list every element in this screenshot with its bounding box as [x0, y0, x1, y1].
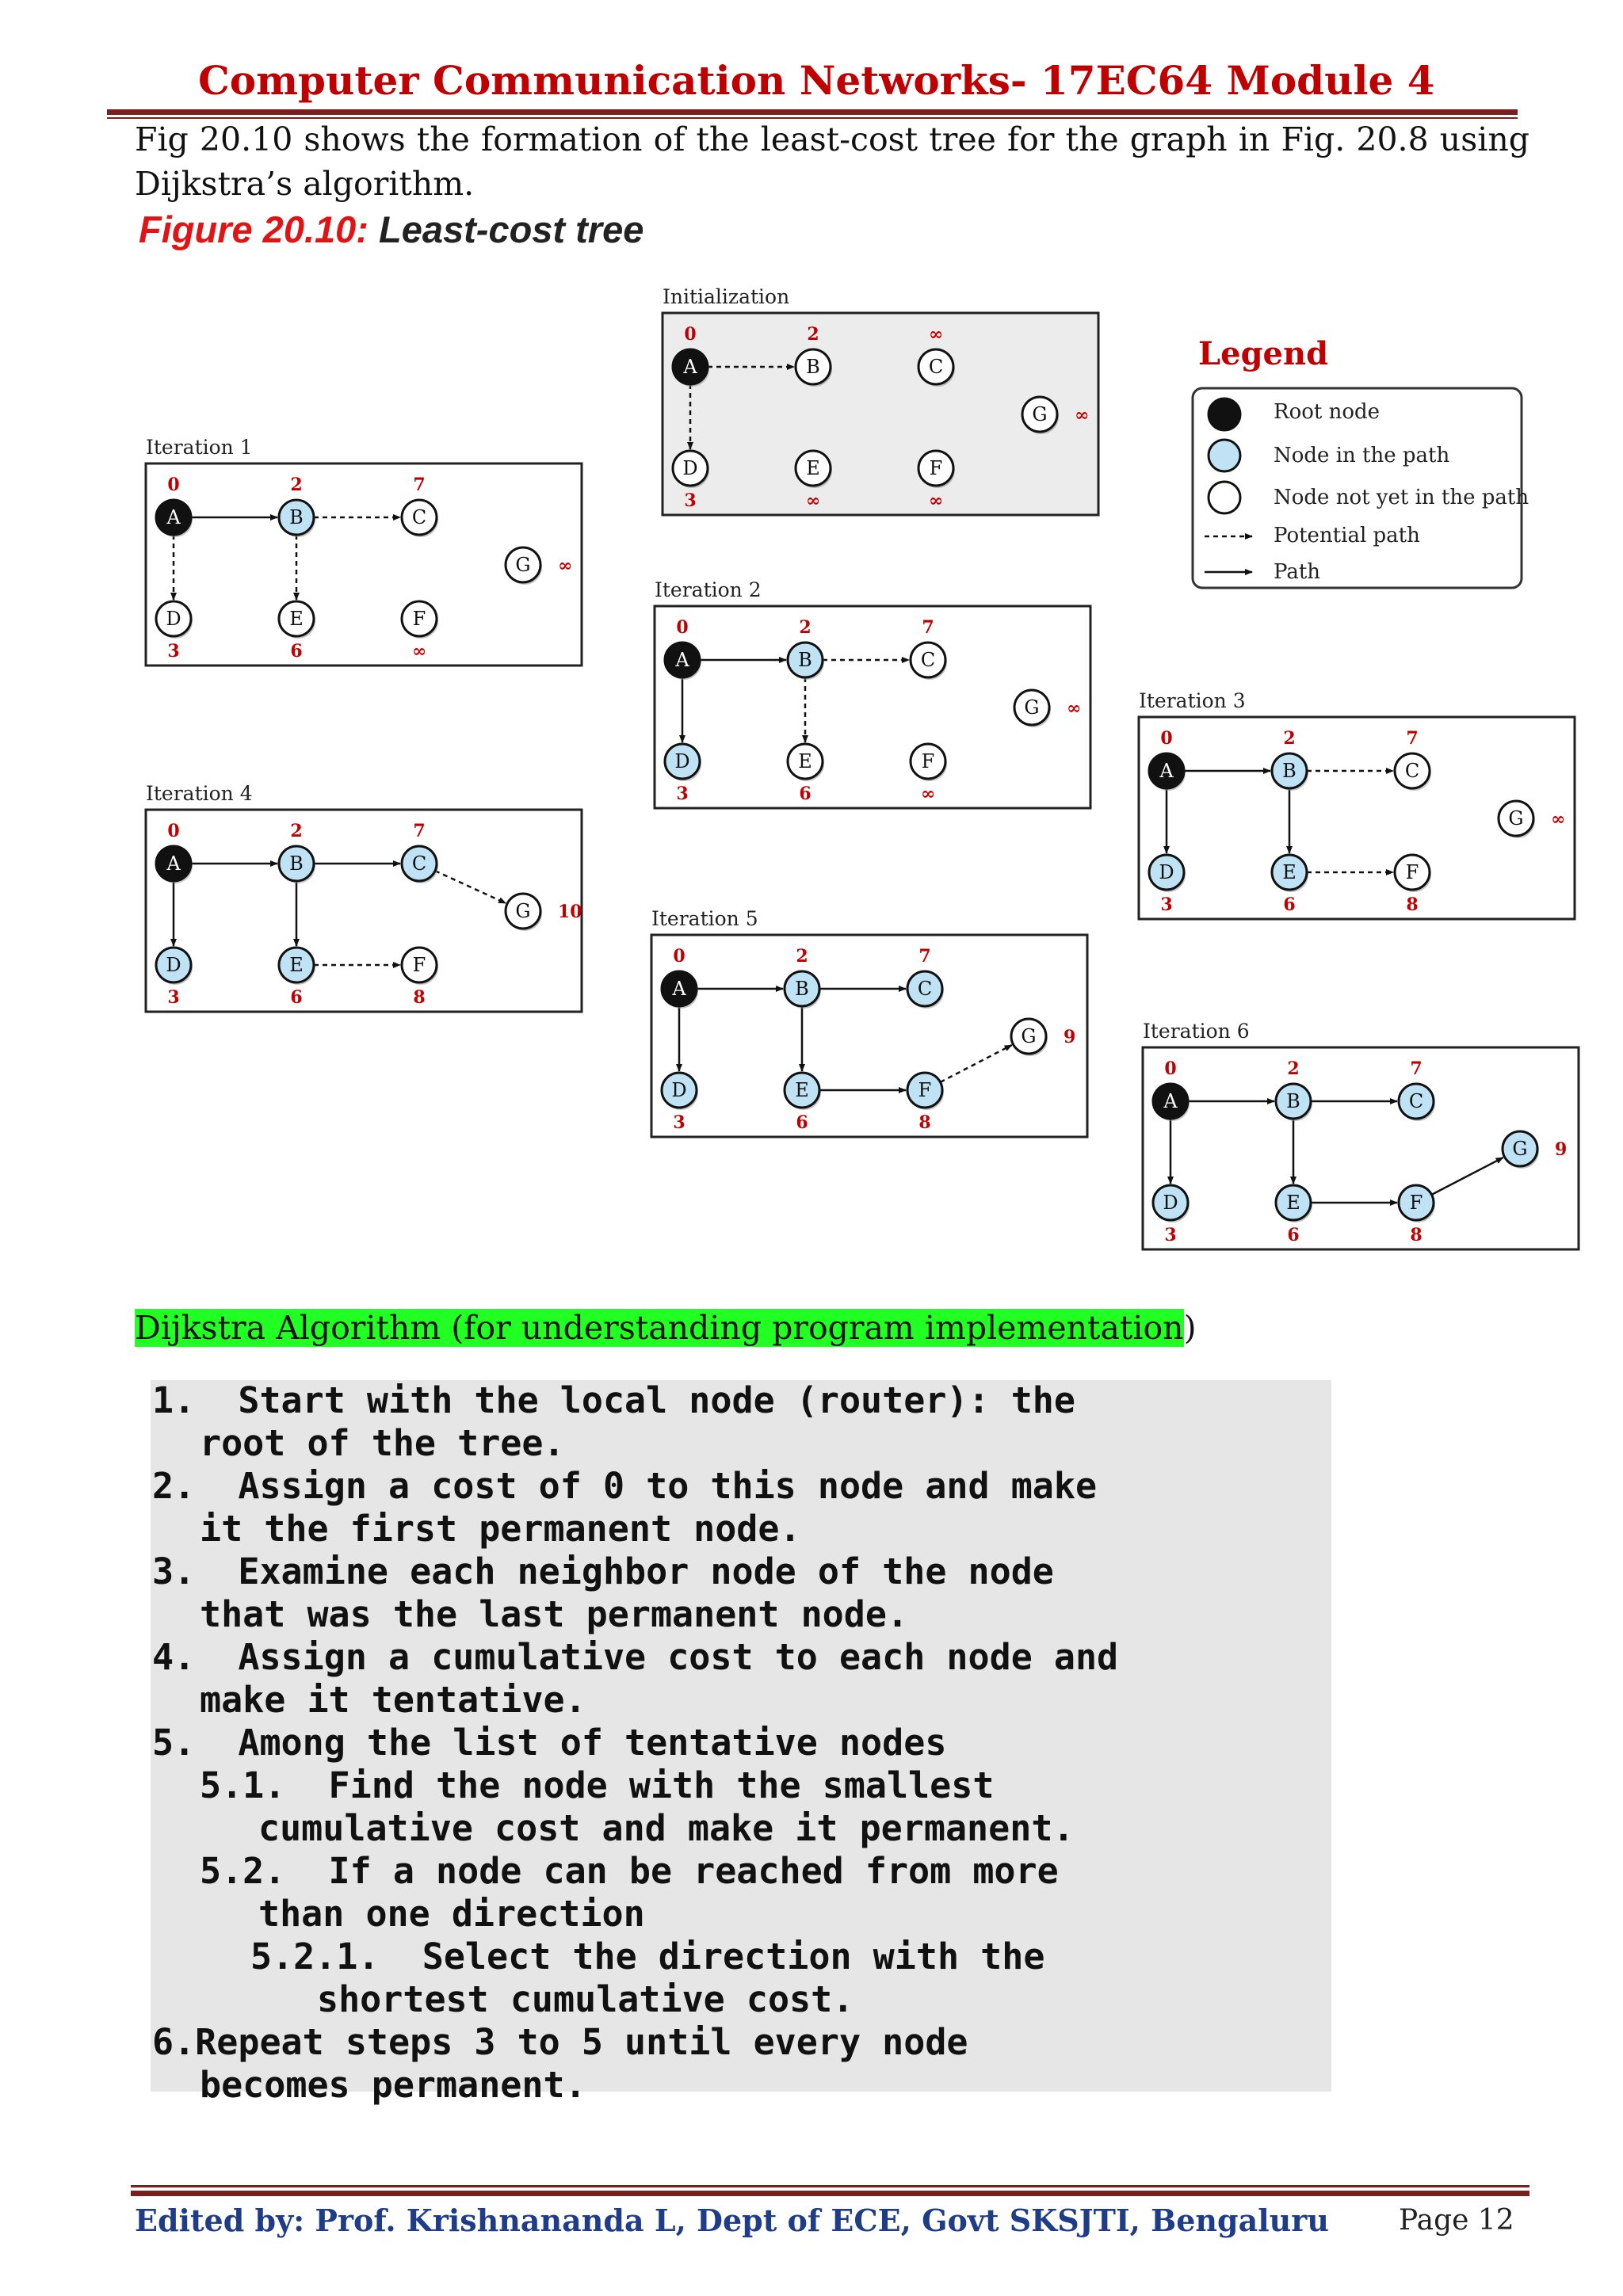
algo-step-1-cont: root of the tree.	[200, 1422, 565, 1464]
algo-step-2-cont: it the first permanent node.	[200, 1508, 801, 1550]
node-label: D	[1159, 861, 1174, 883]
algorithm-heading-highlight: Dijkstra Algorithm (for understanding program implementation	[135, 1309, 1184, 1347]
algo-step-6-cont: becomes permanent.	[200, 2064, 586, 2106]
legend	[1193, 335, 1529, 588]
node-cost-A: 0	[167, 821, 180, 841]
node-label: C	[928, 356, 944, 378]
footer-rule-thin	[131, 2185, 1529, 2187]
panel-title: Iteration 6	[1143, 1020, 1250, 1043]
panel-iteration-2	[655, 578, 1090, 808]
node-cost-D: 3	[673, 1112, 685, 1133]
node-label: B	[1282, 760, 1296, 782]
node-label: G	[515, 900, 531, 922]
node-label: G	[1024, 696, 1040, 719]
node-cost-F: ∞	[920, 784, 936, 804]
node-label: D	[674, 750, 690, 772]
algo-step-5-2-cont: than one direction	[258, 1893, 645, 1935]
node-cost-E: 6	[799, 784, 812, 804]
node-label: C	[411, 506, 427, 528]
algorithm-heading-tail: )	[1183, 1309, 1197, 1347]
node-cost-F: ∞	[928, 490, 944, 511]
footer-rule	[131, 2191, 1529, 2196]
node-cost-B: 2	[807, 324, 819, 345]
node-label: A	[1163, 1090, 1178, 1112]
legend-not-yet-node-icon	[1209, 482, 1240, 513]
node-cost-B: 2	[290, 821, 303, 841]
legend-path-node-icon	[1209, 440, 1240, 471]
node-label: E	[798, 750, 812, 772]
node-cost-F: 8	[918, 1112, 931, 1133]
algo-step-5-2-1: 5.2.1. Select the direction with the	[250, 1936, 1045, 1978]
algo-step-5-2-1-cont: shortest cumulative cost.	[317, 1978, 854, 2020]
panel-title: Iteration 3	[1139, 689, 1246, 712]
node-cost-C: 7	[922, 617, 934, 638]
node-label: A	[166, 506, 181, 528]
page-number: Page 12	[1399, 2204, 1514, 2237]
node-label: C	[1408, 1090, 1424, 1112]
node-label: F	[1405, 861, 1419, 883]
node-label: G	[1512, 1138, 1528, 1160]
node-cost-D: 3	[1160, 894, 1173, 915]
node-cost-G: ∞	[558, 555, 573, 576]
node-cost-E: 6	[290, 641, 303, 662]
node-label: F	[1409, 1192, 1423, 1214]
node-cost-B: 2	[290, 475, 303, 495]
intro-paragraph: Fig 20.10 shows the formation of the least-cost tree for the graph in Fig. 20.8 using Dijkstra’s algorithm.	[135, 120, 1529, 203]
node-cost-E: 6	[1287, 1225, 1300, 1245]
node-label: A	[166, 852, 181, 875]
panel-iteration-4	[146, 782, 582, 1012]
node-label: F	[921, 750, 935, 772]
node-cost-G: 9	[1064, 1027, 1076, 1047]
node-label: E	[1282, 861, 1296, 883]
node-label: E	[289, 608, 304, 630]
node-label: G	[1032, 403, 1048, 425]
node-cost-B: 2	[1283, 728, 1296, 749]
node-cost-G: 9	[1555, 1139, 1568, 1160]
node-cost-G: ∞	[1551, 809, 1566, 830]
node-label: E	[795, 1079, 809, 1101]
algo-step-2: 2. Assign a cost of 0 to this node and make	[152, 1465, 1098, 1507]
node-label: D	[671, 1079, 687, 1101]
node-cost-E: 6	[1283, 894, 1296, 915]
node-label: E	[1286, 1192, 1300, 1214]
node-cost-B: 2	[796, 946, 808, 967]
node-label: B	[289, 852, 304, 875]
node-label: D	[166, 608, 181, 630]
node-cost-F: ∞	[411, 641, 427, 662]
node-label: E	[806, 457, 820, 479]
panel-title: Iteration 1	[146, 436, 253, 459]
legend-item-potential-path: Potential path	[1274, 524, 1420, 547]
node-cost-B: 2	[799, 617, 812, 638]
node-label: G	[1021, 1025, 1037, 1047]
algo-step-3-cont: that was the last permanent node.	[200, 1593, 909, 1635]
node-cost-D: 3	[1164, 1225, 1177, 1245]
node-cost-A: 0	[167, 475, 180, 495]
figure-caption-number: Figure 20.10:	[139, 208, 369, 250]
node-label: B	[1286, 1090, 1300, 1112]
node-cost-C: 7	[413, 475, 426, 495]
algorithm-heading	[135, 1306, 1197, 1350]
node-cost-B: 2	[1287, 1058, 1300, 1079]
node-label: B	[795, 978, 809, 1000]
algo-step-6: 6.Repeat steps 3 to 5 until every node	[152, 2021, 968, 2063]
algo-step-1: 1. Start with the local node (router): the	[152, 1379, 1075, 1421]
legend-item-path: Path	[1274, 560, 1321, 584]
node-cost-C: ∞	[928, 324, 944, 345]
algo-step-4-cont: make it tentative.	[200, 1679, 586, 1721]
legend-title: Legend	[1198, 335, 1329, 372]
legend-item-root: Root node	[1274, 400, 1381, 424]
node-cost-C: 7	[1410, 1058, 1423, 1079]
node-cost-C: 7	[1406, 728, 1419, 749]
node-label: F	[918, 1079, 932, 1101]
panel-title: Iteration 4	[146, 782, 253, 805]
header-title: Computer Communication Networks- 17EC64 Module 4	[198, 57, 1435, 104]
node-cost-E: 6	[796, 1112, 808, 1133]
panel-title: Iteration 5	[651, 907, 758, 930]
algo-step-5-2: 5.2. If a node can be reached from more	[200, 1850, 1059, 1892]
node-label: C	[411, 852, 427, 875]
node-cost-E: 6	[290, 987, 303, 1008]
node-label: G	[515, 554, 531, 576]
node-label: A	[672, 978, 686, 1000]
node-cost-D: 3	[167, 641, 180, 662]
node-label: F	[412, 608, 426, 630]
algo-step-5: 5. Among the list of tentative nodes	[152, 1722, 947, 1764]
node-label: D	[682, 457, 698, 479]
node-label: D	[1163, 1192, 1178, 1214]
node-label: B	[798, 649, 812, 671]
node-cost-G: ∞	[1067, 698, 1082, 719]
panel-iteration-1	[146, 436, 582, 666]
node-label: A	[1159, 760, 1174, 782]
node-cost-E: ∞	[805, 490, 821, 511]
node-cost-F: 8	[1410, 1225, 1423, 1245]
legend-item-not-yet: Node not yet in the path	[1274, 486, 1529, 509]
panel-initialization	[663, 285, 1098, 515]
node-label: C	[917, 978, 933, 1000]
node-cost-A: 0	[1160, 728, 1173, 749]
node-cost-A: 0	[676, 617, 689, 638]
algo-step-4: 4. Assign a cumulative cost to each node and	[152, 1636, 1119, 1678]
footer-editor: Edited by: Prof. Krishnananda L, Dept of ECE, Govt SKSJTI, Bengaluru	[135, 2203, 1329, 2238]
node-label: G	[1508, 807, 1524, 830]
algo-step-5-1: 5.1. Find the node with the smallest	[200, 1764, 995, 1806]
node-cost-A: 0	[673, 946, 685, 967]
node-label: F	[412, 954, 426, 976]
node-label: A	[683, 356, 697, 378]
panel-iteration-3	[1139, 689, 1575, 919]
algo-step-5-1-cont: cumulative cost and make it permanent.	[258, 1807, 1075, 1849]
legend-root-node-icon	[1209, 399, 1240, 430]
node-label: C	[920, 649, 936, 671]
node-cost-G: ∞	[1075, 405, 1090, 425]
node-label: E	[289, 954, 304, 976]
figure-caption-title: Least-cost tree	[368, 208, 644, 250]
algo-step-3: 3. Examine each neighbor node of the node	[152, 1550, 1054, 1592]
node-cost-C: 7	[918, 946, 931, 967]
node-cost-D: 3	[684, 490, 697, 511]
node-cost-D: 3	[676, 784, 689, 804]
node-cost-A: 0	[684, 324, 697, 345]
node-label: F	[929, 457, 943, 479]
node-cost-F: 8	[413, 987, 426, 1008]
node-label: D	[166, 954, 181, 976]
panel-title: Iteration 2	[655, 578, 762, 601]
node-cost-G: 10	[558, 902, 582, 922]
node-cost-A: 0	[1164, 1058, 1177, 1079]
panel-iteration-5	[651, 907, 1087, 1137]
node-label: B	[806, 356, 820, 378]
panel-title: Initialization	[663, 285, 790, 308]
legend-item-path-node: Node in the path	[1274, 444, 1450, 467]
node-cost-D: 3	[167, 987, 180, 1008]
node-cost-F: 8	[1406, 894, 1419, 915]
node-cost-C: 7	[413, 821, 426, 841]
node-label: A	[675, 649, 689, 671]
node-label: B	[289, 506, 304, 528]
panel-iteration-6	[1143, 1020, 1579, 1249]
node-label: C	[1404, 760, 1420, 782]
